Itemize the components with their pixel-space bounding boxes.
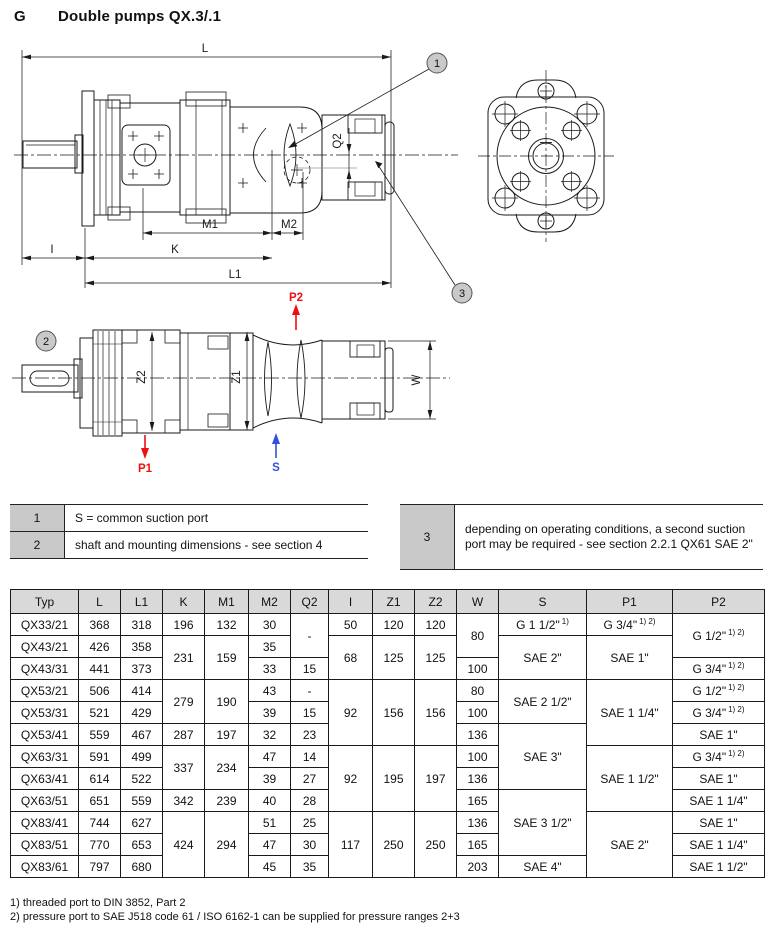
col-header-K: K (163, 590, 205, 614)
legend-text: shaft and mounting dimensions - see section 4 (75, 538, 323, 552)
table-cell: 45 (249, 856, 291, 878)
footnote-marker: 1) 2) (728, 661, 745, 670)
table-cell: 120 (373, 614, 415, 636)
port-arrow-S (272, 433, 280, 474)
col-header-I: I (329, 590, 373, 614)
table-cell: 373 (121, 658, 163, 680)
table-cell: 770 (79, 834, 121, 856)
dim-label-K: K (171, 244, 179, 256)
footnote-marker: 1) 2) (728, 683, 745, 692)
dim-W (388, 341, 436, 419)
table-cell: 197 (205, 724, 249, 746)
table-cell: 239 (205, 790, 249, 812)
legend-number: 1 (10, 505, 65, 531)
table-cell: 117 (329, 812, 373, 878)
table-cell: 156 (415, 680, 457, 746)
callout-2 (36, 331, 56, 351)
table-row (11, 636, 765, 658)
dim-M1 (143, 219, 272, 235)
table-cell: 467 (121, 724, 163, 746)
table-cell: 426 (79, 636, 121, 658)
table-cell: SAE 1 1/4" (587, 680, 673, 746)
table-cell: 342 (163, 790, 205, 812)
col-header-Typ: Typ (11, 590, 79, 614)
col-header-M1: M1 (205, 590, 249, 614)
table-cell: 136 (457, 812, 499, 834)
table-cell: 358 (121, 636, 163, 658)
dim-K (85, 244, 272, 260)
table-cell: 80 (457, 614, 499, 658)
table-cell: 51 (249, 812, 291, 834)
table-cell: 15 (291, 702, 329, 724)
table-cell: 441 (79, 658, 121, 680)
table-cell: 125 (415, 636, 457, 680)
table-cell: 120 (415, 614, 457, 636)
table-cell: SAE 2" (499, 636, 587, 680)
table-cell: 35 (291, 856, 329, 878)
table-cell: 15 (291, 658, 329, 680)
table-cell: 627 (121, 812, 163, 834)
col-header-P1: P1 (587, 590, 673, 614)
port-label-S: S (272, 462, 280, 474)
table-cell: 47 (249, 834, 291, 856)
table-cell: SAE 2" (587, 812, 673, 878)
table-cell: 43 (249, 680, 291, 702)
table-cell: 499 (121, 746, 163, 768)
table-cell: 132 (205, 614, 249, 636)
footnote-1: 1) threaded port to DIN 3852, Part 2 (10, 897, 186, 909)
table-cell: QX43/31 (11, 658, 79, 680)
table-cell: 47 (249, 746, 291, 768)
table-cell: 80 (457, 680, 499, 702)
table-cell: 40 (249, 790, 291, 812)
table-cell: 92 (329, 746, 373, 812)
dim-Z1 (231, 332, 249, 430)
table-cell: 39 (249, 768, 291, 790)
dim-label-L: L (201, 43, 209, 55)
table-cell: 165 (457, 790, 499, 812)
footnote-marker: 1) (561, 617, 569, 626)
table-cell: SAE 4" (499, 856, 587, 878)
table-cell: SAE 3" (499, 724, 587, 790)
table-cell: 250 (373, 812, 415, 878)
dim-label-Z1: Z1 (231, 370, 243, 384)
table-cell: QX53/31 (11, 702, 79, 724)
table-cell: 651 (79, 790, 121, 812)
table-cell: 279 (163, 680, 205, 724)
dim-label-L1: L1 (228, 269, 242, 281)
table-cell: SAE 3 1/2" (499, 790, 587, 856)
table-cell: 50 (329, 614, 373, 636)
table-cell: 68 (329, 636, 373, 680)
table-cell: 28 (291, 790, 329, 812)
legend-number: 2 (10, 532, 65, 558)
table-cell: 614 (79, 768, 121, 790)
table-cell: 294 (205, 812, 249, 878)
col-header-L1: L1 (121, 590, 163, 614)
dim-label-I: I (50, 244, 54, 256)
table-cell: - (291, 680, 329, 702)
dim-label-M2: M2 (281, 219, 297, 231)
table-cell: 39 (249, 702, 291, 724)
table-cell: 14 (291, 746, 329, 768)
table-cell: QX83/41 (11, 812, 79, 834)
table-cell: 744 (79, 812, 121, 834)
footnotes (10, 896, 460, 924)
table-cell: 231 (163, 636, 205, 680)
legend-item (10, 532, 368, 559)
callout-1-number: 1 (433, 58, 441, 70)
callout-3 (375, 161, 472, 303)
table-cell: 23 (291, 724, 329, 746)
table-cell: G 3/4" $^{1) 2)}$ (587, 614, 673, 636)
table-cell: 522 (121, 768, 163, 790)
col-header-L: L (79, 590, 121, 614)
col-header-W: W (457, 590, 499, 614)
table-row (11, 812, 765, 834)
table-cell: 136 (457, 768, 499, 790)
dim-Q2 (332, 128, 351, 188)
table-row (11, 746, 765, 768)
dimension-table (10, 589, 765, 878)
legend-text: S = common suction port (75, 511, 209, 525)
table-cell: - (291, 614, 329, 658)
callout-2-number: 2 (42, 336, 50, 348)
footnote-marker: 1) 2) (728, 628, 745, 637)
pump-side-view (14, 91, 458, 226)
table-cell: 591 (79, 746, 121, 768)
table-cell: 196 (163, 614, 205, 636)
callout-1 (288, 53, 447, 148)
table-cell: QX43/21 (11, 636, 79, 658)
legend-right (400, 504, 763, 570)
col-header-S: S (499, 590, 587, 614)
table-cell: 33 (249, 658, 291, 680)
lower-view-dimensions (136, 332, 436, 431)
table-cell: 125 (373, 636, 415, 680)
table-cell: QX53/41 (11, 724, 79, 746)
col-header-Z1: Z1 (373, 590, 415, 614)
table-cell: G 1 1/2" $^{1)}$ (499, 614, 587, 636)
table-cell: SAE 1 1/2" (673, 856, 765, 878)
footnote-marker: 1) 2) (728, 749, 745, 758)
legend-text: depending on operating conditions, a second suction port may be required - see section 2.2.1 QX61 SAE 2" (465, 521, 753, 551)
section-letter: G (14, 8, 26, 25)
table-row (11, 680, 765, 702)
port-arrow-P2 (289, 292, 303, 330)
table-cell: 136 (457, 724, 499, 746)
table-row (11, 614, 765, 636)
table-cell: 414 (121, 680, 163, 702)
table-cell: 521 (79, 702, 121, 724)
table-cell: G 1/2" $^{1) 2)}$ (673, 680, 765, 702)
footnote-marker: 1) 2) (728, 705, 745, 714)
dim-Z2 (136, 332, 154, 431)
table-cell: 35 (249, 636, 291, 658)
port-arrow-P1 (138, 435, 153, 475)
table-cell: SAE 1 1/4" (673, 790, 765, 812)
col-header-Q2: Q2 (291, 590, 329, 614)
table-cell: SAE 2 1/2" (499, 680, 587, 724)
table-cell: SAE 1 1/2" (587, 746, 673, 812)
dim-I (22, 244, 85, 260)
dim-label-W: W (411, 374, 423, 386)
dim-L (22, 43, 391, 59)
table-cell: 30 (249, 614, 291, 636)
table-cell: QX33/21 (11, 614, 79, 636)
table-cell: QX53/21 (11, 680, 79, 702)
table-cell: SAE 1 1/4" (673, 834, 765, 856)
col-header-M2: M2 (249, 590, 291, 614)
table-cell: 368 (79, 614, 121, 636)
table-cell: 797 (79, 856, 121, 878)
table-cell: 203 (457, 856, 499, 878)
table-cell: 156 (373, 680, 415, 746)
legend-item (10, 505, 368, 532)
table-cell: 92 (329, 680, 373, 746)
table-cell: 197 (415, 746, 457, 812)
table-cell: 234 (205, 746, 249, 790)
legend-left (10, 504, 368, 559)
table-cell: 190 (205, 680, 249, 724)
table-cell: QX63/41 (11, 768, 79, 790)
dim-label-M1: M1 (202, 219, 218, 231)
dim-label-Z2: Z2 (136, 370, 148, 384)
table-cell: G 3/4" $^{1) 2)}$ (673, 702, 765, 724)
table-cell: 32 (249, 724, 291, 746)
page-title-text: Double pumps QX.3/.1 (58, 8, 222, 25)
callout-3-number: 3 (458, 288, 466, 300)
port-label-P1: P1 (137, 463, 153, 475)
table-cell: 27 (291, 768, 329, 790)
table-cell: SAE 1" (673, 812, 765, 834)
table-cell: 165 (457, 834, 499, 856)
table-cell: 506 (79, 680, 121, 702)
port-label-P2: P2 (288, 292, 304, 304)
col-header-Z2: Z2 (415, 590, 457, 614)
col-header-P2: P2 (673, 590, 765, 614)
table-cell: G 3/4" $^{1) 2)}$ (673, 658, 765, 680)
table-cell: 424 (163, 812, 205, 878)
table-header-row (11, 590, 765, 614)
table-cell: 25 (291, 812, 329, 834)
table-cell: SAE 1" (673, 724, 765, 746)
dim-L1 (85, 269, 391, 285)
table-cell: 318 (121, 614, 163, 636)
pump-front-view (478, 70, 614, 242)
dim-M2 (272, 219, 303, 235)
table-cell: QX63/31 (11, 746, 79, 768)
table-cell: 559 (79, 724, 121, 746)
table-cell: 250 (415, 812, 457, 878)
port-arrows (138, 292, 303, 475)
table-cell: 559 (121, 790, 163, 812)
table-cell: 30 (291, 834, 329, 856)
table-cell: QX63/51 (11, 790, 79, 812)
table-cell: QX83/61 (11, 856, 79, 878)
table-cell: 100 (457, 746, 499, 768)
legend-number: 3 (400, 505, 455, 569)
table-cell: SAE 1" (587, 636, 673, 680)
table-cell: 100 (457, 658, 499, 680)
table-cell: 680 (121, 856, 163, 878)
table-cell: 287 (163, 724, 205, 746)
dim-label-Q2: Q2 (332, 133, 344, 149)
table-cell: SAE 1" (673, 768, 765, 790)
table-cell: 337 (163, 746, 205, 790)
table-cell: G 3/4" $^{1) 2)}$ (673, 746, 765, 768)
table-cell: 653 (121, 834, 163, 856)
footnote-2: 2) pressure port to SAE J518 code 61 / ISO 6162-1 can be supplied for pressure ranges 2+3 (10, 911, 460, 923)
table-cell: G 1/2" $^{1) 2)}$ (673, 614, 765, 658)
table-cell: QX83/51 (11, 834, 79, 856)
table-cell: 159 (205, 636, 249, 680)
table-cell: 429 (121, 702, 163, 724)
table-cell: 100 (457, 702, 499, 724)
table-cell: 195 (373, 746, 415, 812)
footnote-marker: 1) 2) (639, 617, 656, 626)
